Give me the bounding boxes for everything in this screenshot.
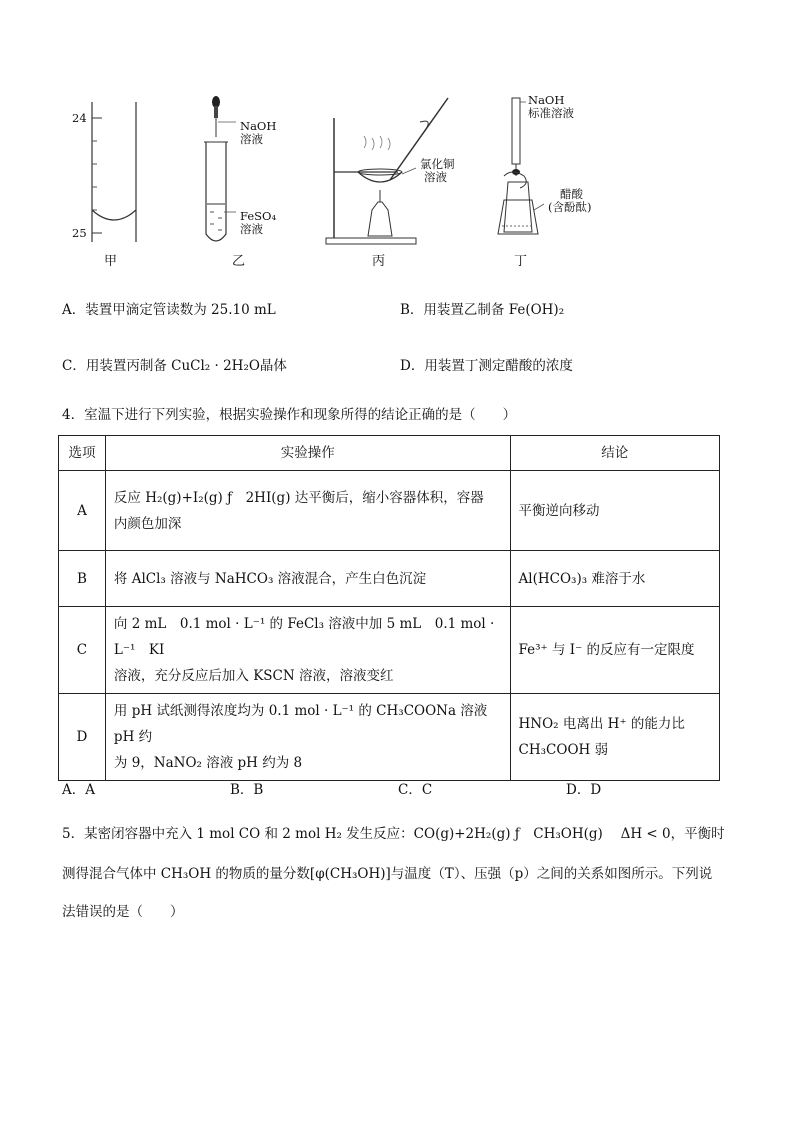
feso4-label: FeSO₄ — [240, 209, 277, 223]
table-row — [59, 471, 720, 551]
q5-stem-line-3: 法错误的是（ ） — [62, 904, 184, 920]
row-operation — [105, 607, 510, 694]
operation-line: 内颜色加深 — [113, 515, 182, 532]
phenolphthalein-label: (含酚酞) — [548, 200, 592, 214]
q4-experiment-table — [58, 435, 720, 781]
row-operation: 将 AlCl₃ 溶液与 NaHCO₃ 溶液混合，产生白色沉淀 — [105, 551, 510, 607]
header-operation: 实验操作 — [105, 436, 510, 471]
q3-option-b: B．用装置乙制备 Fe(OH)₂ — [400, 302, 565, 318]
row-operation — [105, 694, 510, 781]
row-option: D — [59, 694, 106, 781]
row-conclusion: Fe³⁺ 与 I⁻ 的反应有一定限度 — [510, 607, 719, 694]
conclusion-line: HNO₂ 电离出 H⁺ 的能力比 — [518, 716, 685, 732]
acetic-acid-label: 醋酸 — [560, 187, 583, 201]
apparatus-figures — [60, 92, 660, 272]
burette-tick-24: 24 — [72, 111, 87, 125]
conclusion-line: CH₃COOH 弱 — [518, 742, 609, 758]
evaporation-drawing — [320, 92, 480, 252]
figure-bing-label: 丙 — [372, 254, 386, 269]
row-option: C — [59, 607, 106, 694]
header-conclusion: 结论 — [510, 436, 719, 471]
row-conclusion: Al(HCO₃)₃ 难溶于水 — [510, 551, 719, 607]
q3-option-d: D．用装置丁测定醋酸的浓度 — [400, 358, 573, 374]
q4-choice-d: D．D — [566, 782, 602, 798]
operation-line: 向 2 mL 0.1 mol · L⁻¹ 的 FeCl₃ 溶液中加 5 mL 0.1 mol · L⁻¹ KI — [113, 616, 495, 658]
row-option: A — [59, 471, 106, 551]
figure-bing-evaporation — [320, 92, 480, 269]
operation-line: 用 pH 试纸测得浓度均为 0.1 mol · L⁻¹ 的 CH₃COONa 溶液 pH 约 — [113, 703, 488, 745]
row-option: B — [59, 551, 106, 607]
cucl2-label: 氯化铜 — [420, 157, 455, 171]
figure-ding-titration — [490, 92, 640, 269]
q3-option-c: C．用装置丙制备 CuCl₂ · 2H₂O晶体 — [62, 358, 287, 374]
q4-choice-b: B．B — [230, 782, 264, 798]
feso4-solution-label: 溶液 — [240, 222, 263, 236]
header-option: 选项 — [59, 436, 106, 471]
operation-line: 反应 H₂(g)+I₂(g) ƒ 2HI(g) 达平衡后，缩小容器体积，容器 — [113, 489, 484, 506]
q4-choice-a: A．A — [62, 782, 95, 798]
q4-choice-c: C．C — [398, 782, 433, 798]
naoh-standard-solution-label: 标准溶液 — [528, 106, 574, 120]
table-row — [59, 607, 720, 694]
q4-stem: 4．室温下进行下列实验，根据实验操作和现象所得的结论正确的是（ ） — [62, 407, 517, 423]
naoh-label: NaOH — [240, 119, 277, 133]
operation-line: 溶液，充分反应后加入 KSCN 溶液，溶液变红 — [113, 668, 394, 684]
table-header-row — [59, 436, 720, 471]
figure-ding-label: 丁 — [514, 254, 528, 269]
burette-tick-25: 25 — [72, 226, 87, 240]
figure-yi-test-tube — [190, 92, 310, 269]
naoh-standard-label: NaOH — [528, 93, 565, 107]
q5-stem-line-1: 5．某密闭容器中充入 1 mol CO 和 2 mol H₂ 发生反应：CO(g)+2H₂(g) ƒ CH₃OH(g) ΔH < 0，平衡时 — [62, 826, 725, 842]
naoh-solution-label: 溶液 — [240, 132, 263, 146]
q5-stem-line-2: 测得混合气体中 CH₃OH 的物质的量分数[φ(CH₃OH)]与温度（T）、压强（p）之间的关系如图所示。下列说 — [62, 866, 713, 882]
row-conclusion — [510, 694, 719, 781]
row-operation — [105, 471, 510, 551]
cucl2-solution-label: 溶液 — [424, 170, 447, 184]
figure-jia-burette — [60, 92, 150, 269]
row-conclusion: 平衡逆向移动 — [510, 471, 719, 551]
table-row — [59, 551, 720, 607]
operation-line: 为 9，NaNO₂ 溶液 pH 约为 8 — [113, 755, 303, 771]
figure-jia-label: 甲 — [104, 254, 118, 269]
table-row — [59, 694, 720, 781]
q3-option-a: A．装置甲滴定管读数为 25.10 mL — [62, 302, 276, 318]
figure-yi-label: 乙 — [232, 254, 246, 269]
